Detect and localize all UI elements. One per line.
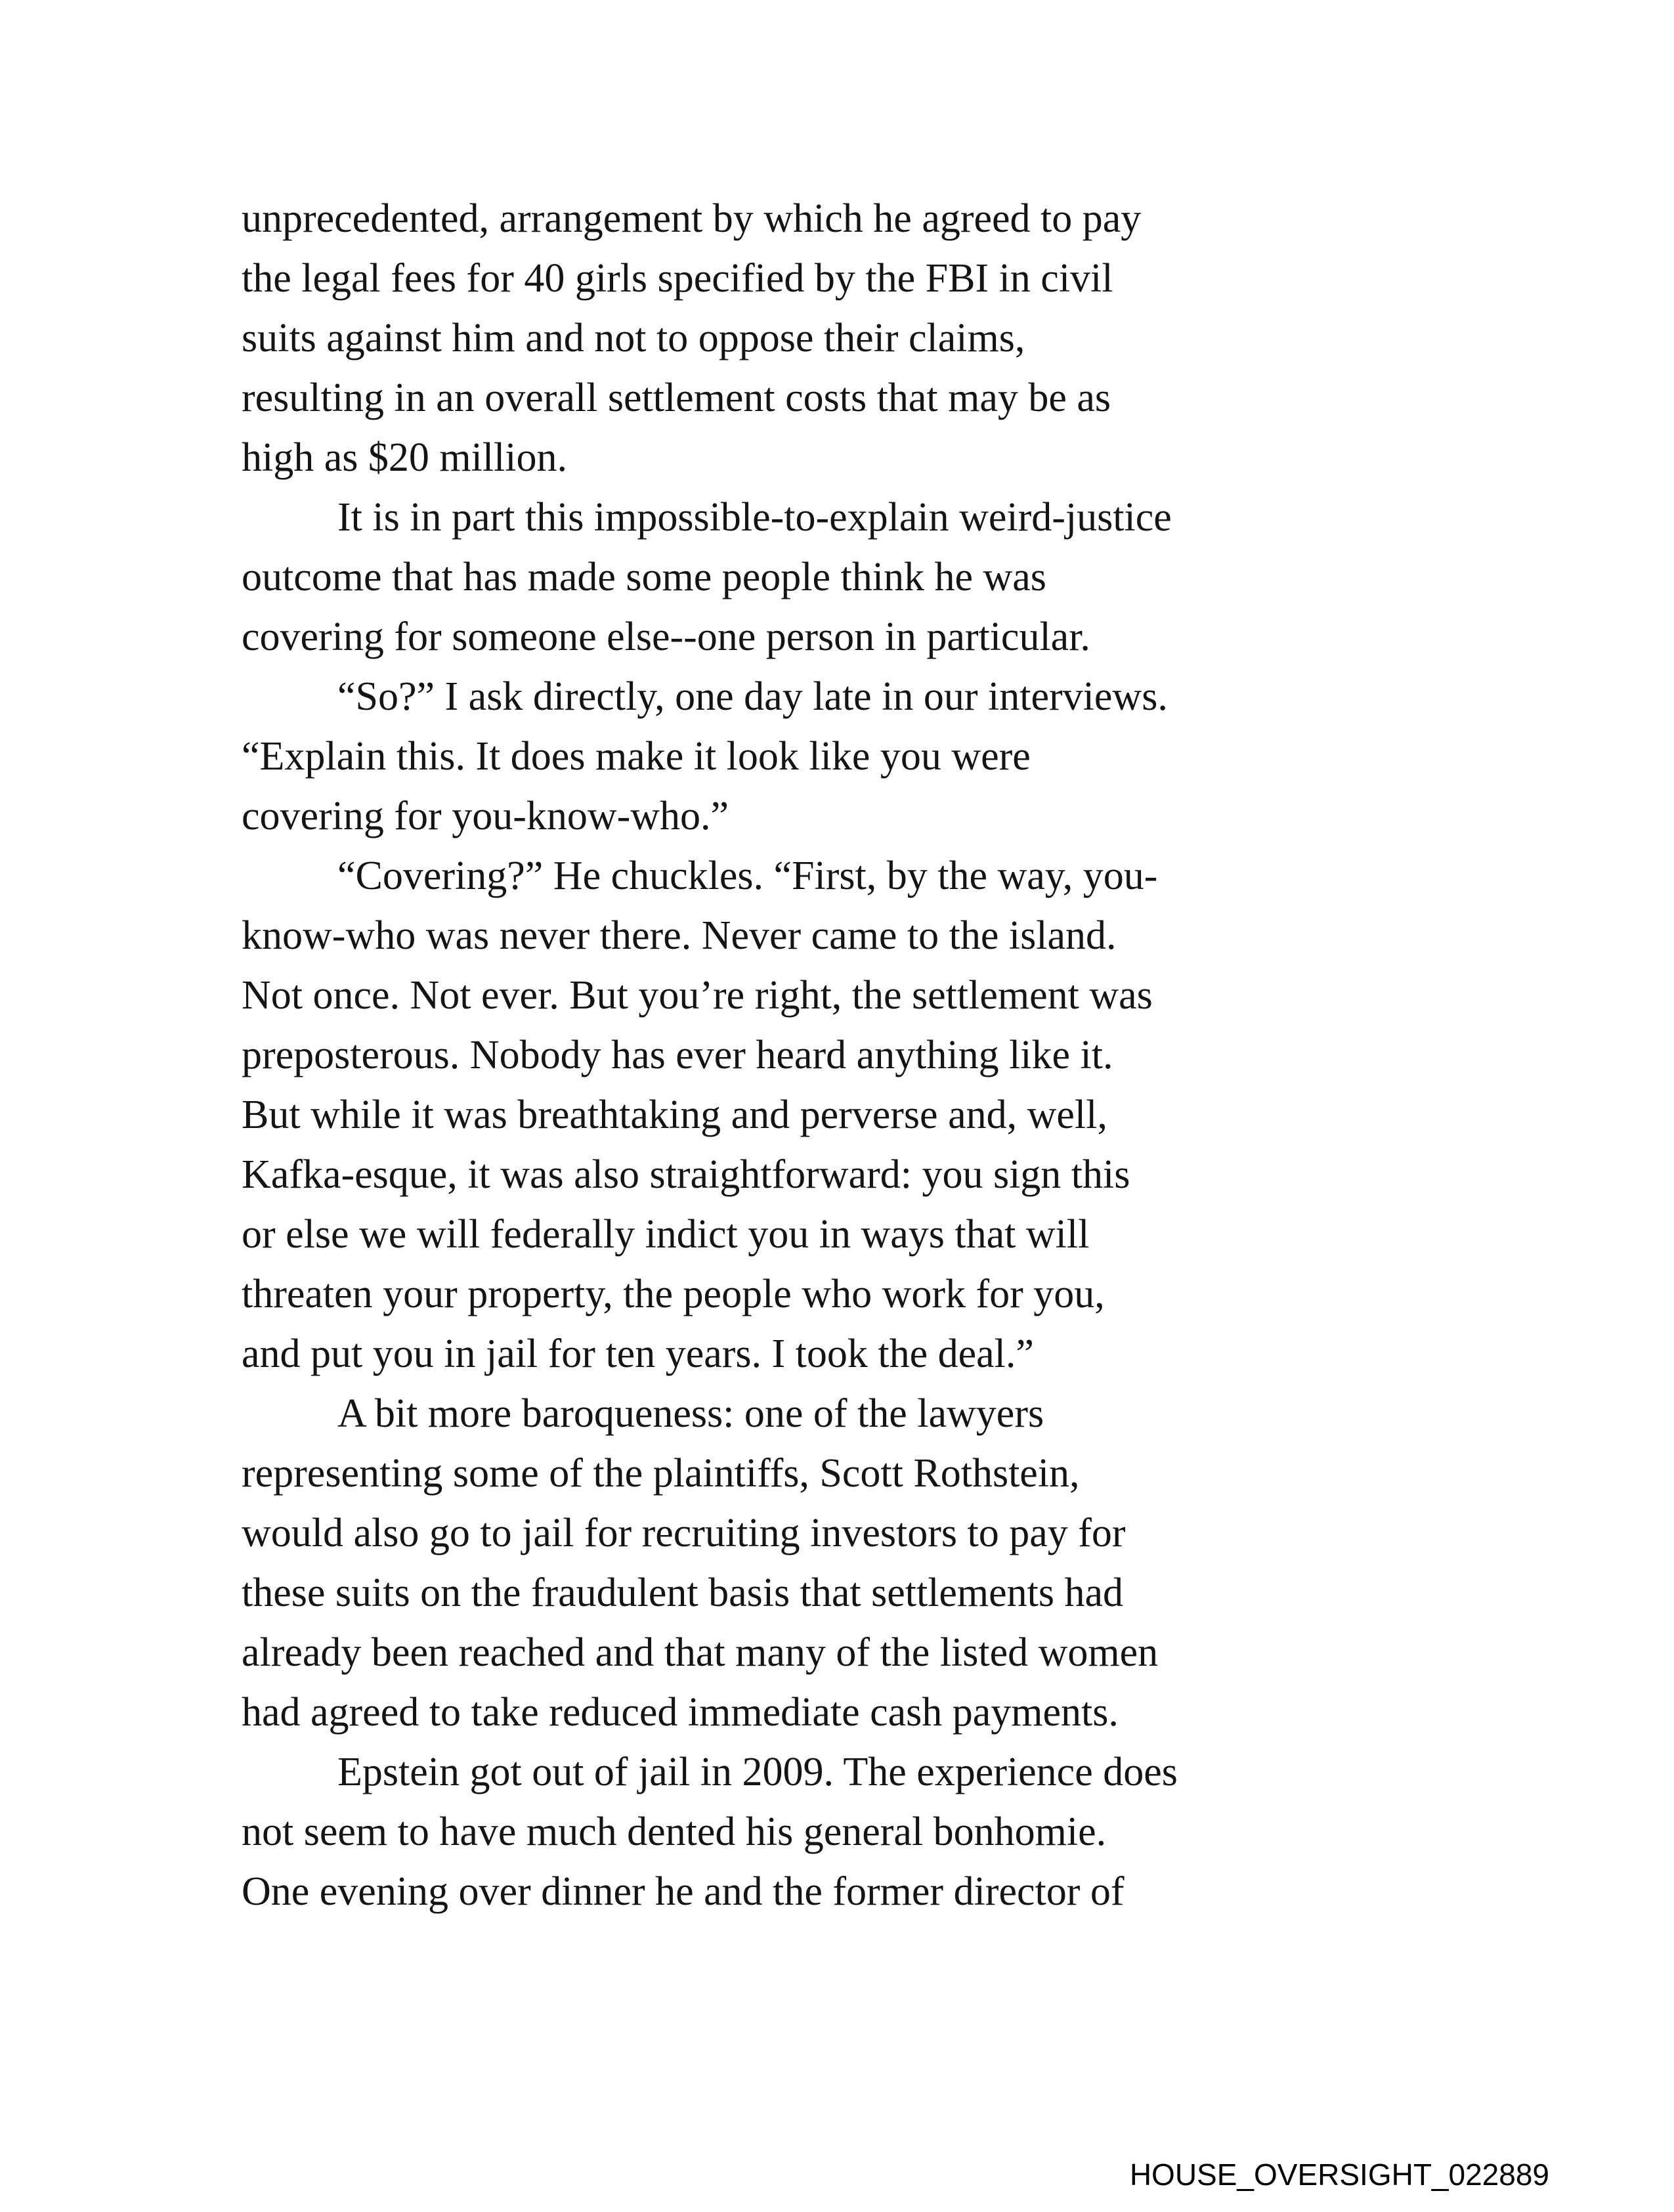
- text-line: threaten your property, the people who work for you,: [242, 1272, 1105, 1316]
- text-line: It is in part this impossible-to-explain weird-justice: [337, 495, 1172, 540]
- text-line: representing some of the plaintiffs, Scott Rothstein,: [242, 1451, 1080, 1496]
- text-line: Kafka-esque, it was also straightforward: you sign this: [242, 1152, 1130, 1197]
- text-line: Epstein got out of jail in 2009. The experience does: [337, 1750, 1178, 1794]
- text-line: already been reached and that many of the listed women: [242, 1630, 1159, 1675]
- text-line: covering for you-know-who.”: [242, 794, 729, 838]
- text-line: But while it was breathtaking and perverse and, well,: [242, 1093, 1107, 1137]
- text-line: would also go to jail for recruiting investors to pay for: [242, 1511, 1126, 1555]
- text-line: One evening over dinner he and the former director of: [242, 1869, 1125, 1914]
- text-line: these suits on the fraudulent basis that settlements had: [242, 1571, 1124, 1615]
- text-line: outcome that has made some people think he was: [242, 555, 1046, 599]
- text-line: “Explain this. It does make it look like you were: [242, 734, 1031, 779]
- paragraph: [242, 1384, 1430, 1743]
- paragraph: [242, 1743, 1430, 1922]
- text-line: “So?” I ask directly, one day late in our interviews.: [337, 674, 1168, 719]
- text-line: suits against him and not to oppose their claims,: [242, 316, 1025, 360]
- text-line: resulting in an overall settlement costs that may be as: [242, 376, 1111, 420]
- text-line: preposterous. Nobody has ever heard anything like it.: [242, 1033, 1113, 1077]
- paragraph: [242, 667, 1430, 846]
- text-line: not seem to have much dented his general bonhomie.: [242, 1810, 1107, 1854]
- text-line: unprecedented, arrangement by which he agreed to pay: [242, 196, 1142, 241]
- text-line: Not once. Not ever. But you’re right, the settlement was: [242, 973, 1153, 1018]
- text-line: or else we will federally indict you in ways that will: [242, 1212, 1090, 1257]
- text-line: A bit more baroqueness: one of the lawyers: [337, 1391, 1044, 1436]
- paragraph: [242, 846, 1430, 1384]
- text-line: “Covering?” He chuckles. “First, by the way, you-: [337, 854, 1158, 898]
- text-line: had agreed to take reduced immediate cash payments.: [242, 1690, 1119, 1735]
- text-line: and put you in jail for ten years. I took the deal.”: [242, 1332, 1034, 1376]
- paragraph: [242, 488, 1430, 667]
- text-line: know-who was never there. Never came to the island.: [242, 913, 1117, 958]
- body-text: [242, 189, 1430, 1922]
- bates-number: HOUSE_OVERSIGHT_022889: [1129, 2158, 1549, 2192]
- text-line: the legal fees for 40 girls specified by the FBI in civil: [242, 256, 1113, 301]
- text-line: covering for someone else--one person in particular.: [242, 615, 1090, 659]
- text-line: high as $20 million.: [242, 435, 567, 480]
- paragraph: [242, 189, 1430, 488]
